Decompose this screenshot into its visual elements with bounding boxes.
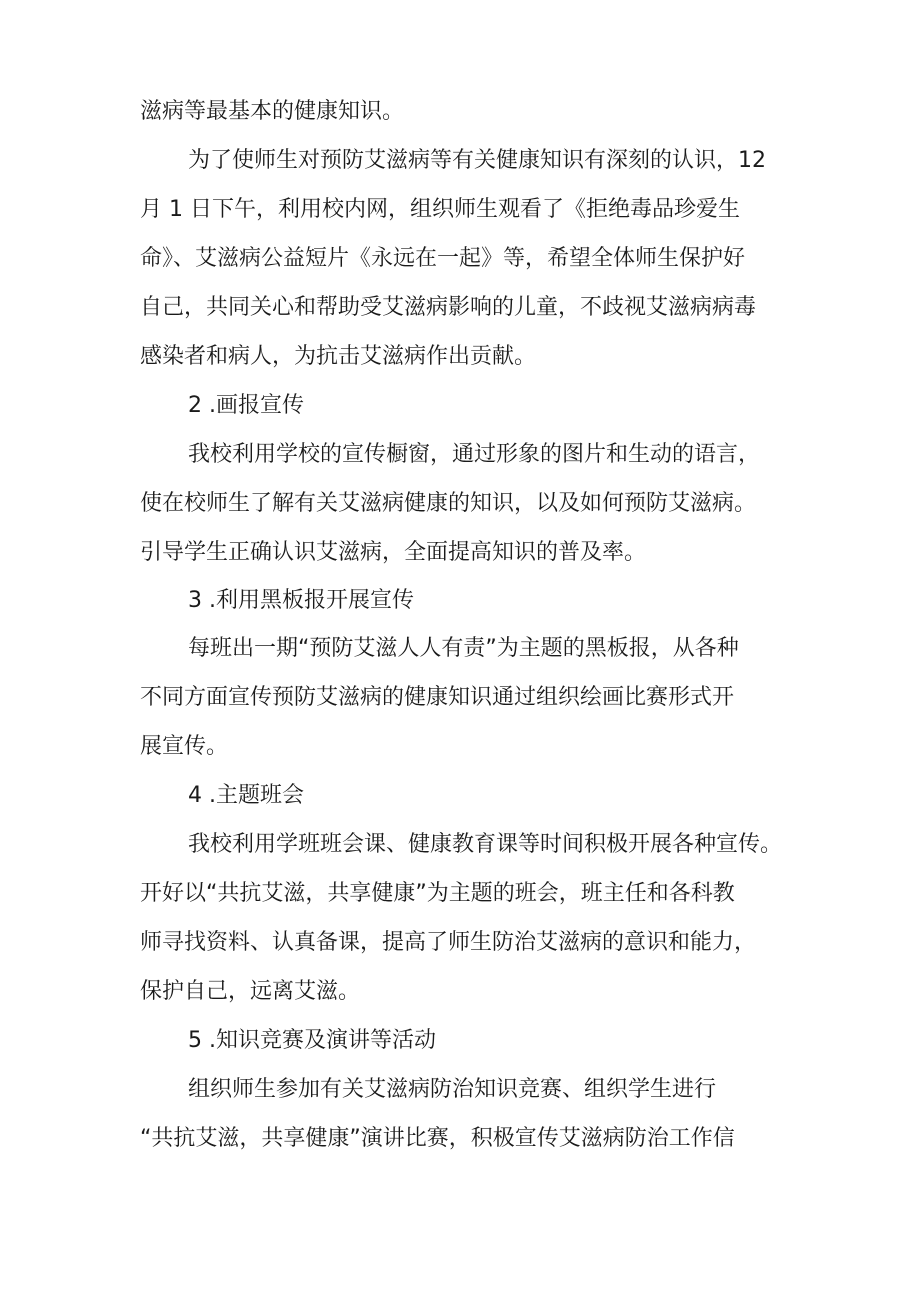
section-3-line: 不同方面宣传预防艾滋病的健康知识通过组织绘画比赛形式开 (140, 685, 735, 710)
section-heading: 2 .画报宣传 (188, 393, 304, 418)
section-2-line: 使在校师生了解有关艾滋病健康的知识，以及如何预防艾滋病。 (140, 491, 757, 516)
section-4-line: 我校利用学班班会课、健康教育课等时间积极开展各种宣传。 (188, 832, 783, 857)
section-4-line: 师寻找资料、认真备课，提高了师生防治艾滋病的意识和能力， (140, 930, 757, 955)
section-2-line: 我校利用学校的宣传橱窗，通过形象的图片和生动的语言， (188, 442, 761, 467)
intro-paragraph-line: 自己，共同关心和帮助受艾滋病影响的儿童，不歧视艾滋病病毒 (140, 295, 757, 320)
intro-paragraph-line: 为了使师生对预防艾滋病等有关健康知识有深刻的认识，12 (188, 148, 766, 173)
section-3-line: 每班出一期“预防艾滋人人有责”为主题的黑板报，从各种 (188, 636, 739, 661)
section-4-line: 保护自己，远离艾滋。 (140, 979, 361, 1004)
section-heading: 4 .主题班会 (188, 783, 304, 808)
intro-paragraph-line: 命》、艾滋病公益短片《永远在一起》等，希望全体师生保护好 (140, 246, 746, 271)
section-5-line: 组织师生参加有关艾滋病防治知识竞赛、组织学生进行 (188, 1077, 717, 1102)
paragraph-tail-line: 滋病等最基本的健康知识。 (140, 99, 405, 124)
intro-paragraph-line: 月 1 日下午，利用校内网，组织师生观看了《拒绝毒品珍爱生 (140, 197, 740, 222)
section-4-line: 开好以“共抗艾滋，共享健康”为主题的班会，班主任和各科教 (140, 881, 735, 906)
section-heading: 5 .知识竞赛及演讲等活动 (188, 1028, 436, 1053)
section-heading: 3 .利用黑板报开展宣传 (188, 588, 414, 613)
section-3-line: 展宣传。 (140, 734, 229, 759)
section-2-line: 引导学生正确认识艾滋病，全面提高知识的普及率。 (140, 540, 647, 565)
intro-paragraph-line: 感染者和病人，为抗击艾滋病作出贡献。 (140, 344, 537, 369)
section-5-line: “共抗艾滋，共享健康”演讲比赛，积极宣传艾滋病防治工作信 (140, 1126, 735, 1151)
